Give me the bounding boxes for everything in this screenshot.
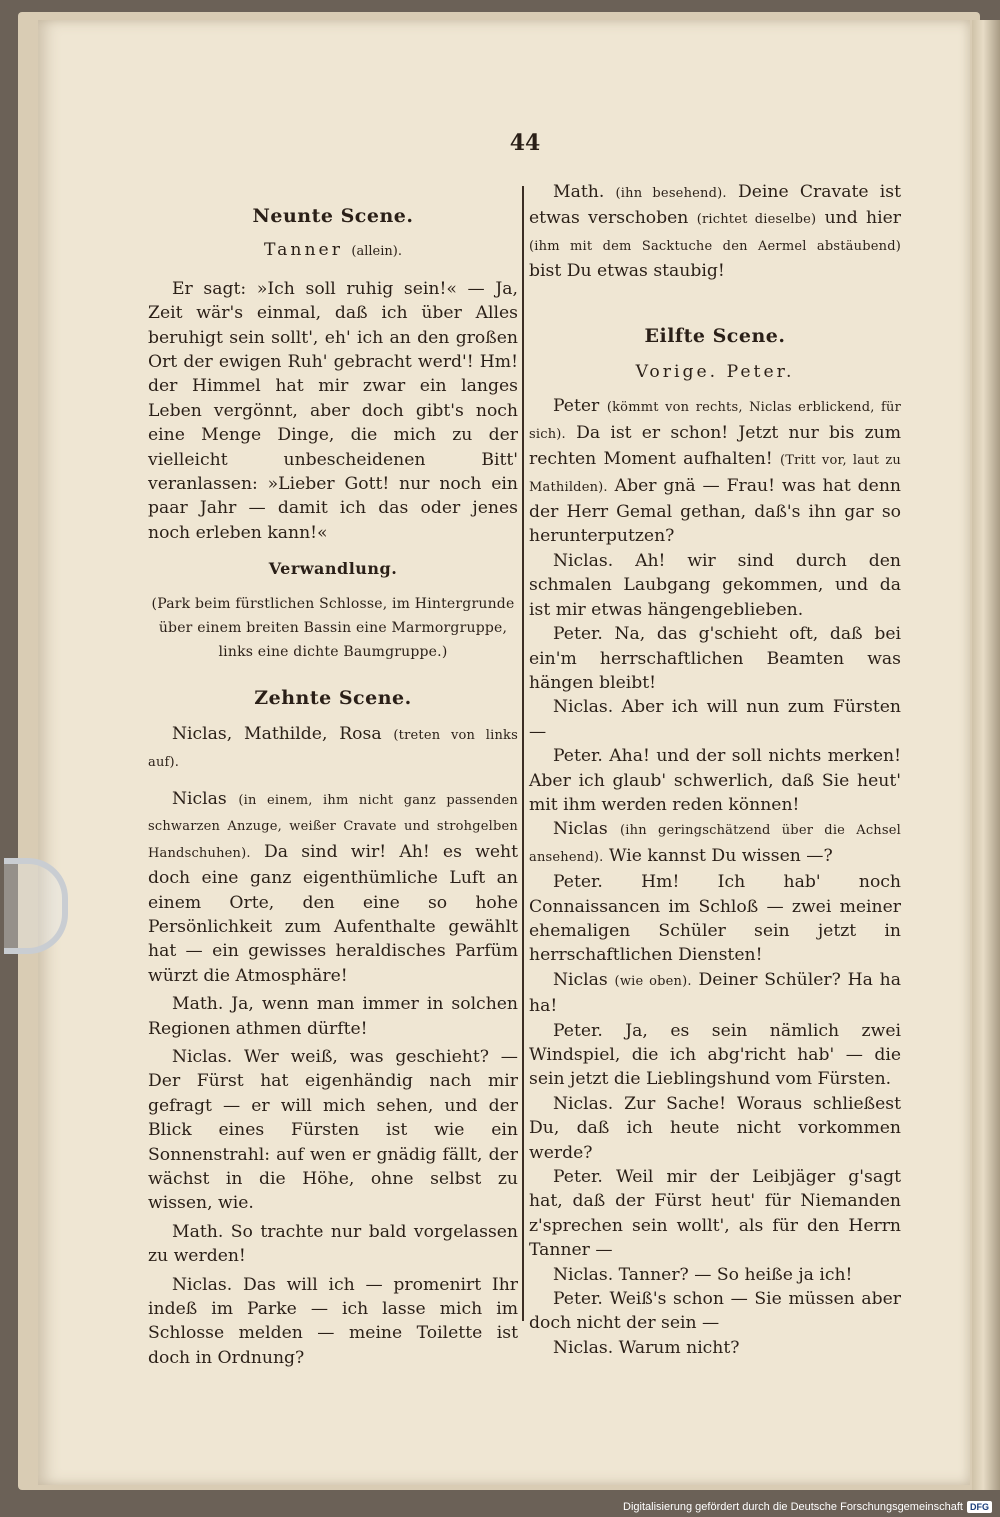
cast-names: Niclas, Mathilde, Rosa xyxy=(172,724,382,745)
speech: Deiner Schüler? Ha ha ha! xyxy=(529,969,901,1017)
speaker: Niclas xyxy=(553,969,608,990)
stage-direction: (Tritt vor, laut zu Mathilden). xyxy=(529,453,901,495)
speech: Wie kannst Du wissen —? xyxy=(608,845,833,866)
page-number: 44 xyxy=(509,130,541,156)
column-divider xyxy=(522,186,524,1321)
dialogue-line: Peter. Ja, es sein nämlich zwei Windspiel, die ich abg'richt hab' — die sein jetzt die Lieblingshund vom Fürsten. xyxy=(529,1020,901,1090)
dialogue-line xyxy=(529,968,901,1019)
scene-cast xyxy=(148,238,518,264)
dialogue-line: Niclas. Zur Sache! Woraus schließest Du, daß ich heute nicht vorkommen werde? xyxy=(529,1093,901,1163)
dialogue-line xyxy=(148,787,518,988)
stage-direction: (richtet dieselbe) xyxy=(696,212,817,228)
cast-names: Tanner xyxy=(264,240,343,261)
right-column xyxy=(529,180,901,1360)
dialogue-line: Niclas. Tanner? — So heiße ja ich! xyxy=(553,1264,853,1285)
scene-heading: Eilfte Scene. xyxy=(644,324,786,347)
dialogue-line: Niclas. Wer weiß, was geschieht? — Der Fürst hat eigenhändig nach mir gefragt — er will mich sehen, und der Blick eines Fürsten ist wie ein Sonnenstrahl: auf wen er gnädig fällt, der wächst in die Höhe, ohne selbst zu wissen, wie. xyxy=(148,1046,518,1214)
stage-direction: (kömmt von rechts, Niclas erblickend, für sich). xyxy=(529,400,901,442)
speaker: Niclas xyxy=(172,788,227,809)
dialogue-line: Niclas. Ah! wir sind durch den schmalen Laubgang gekommen, und da ist mir etwas hängengeblieben. xyxy=(529,550,901,620)
dialogue-line xyxy=(529,817,901,870)
dialogue-line: Niclas. Aber ich will nun zum Fürsten — xyxy=(529,697,901,742)
speech: Da ist er schon! Jetzt nur bis zum rechten Moment aufhalten! xyxy=(529,422,901,470)
speech: bist Du etwas staubig! xyxy=(529,261,725,282)
dialogue-line xyxy=(529,180,901,284)
stage-direction: (ihn geringschätzend über die Achsel ansehend). xyxy=(529,823,901,865)
speech: Aber gnä — Frau! was hat denn der Herr Gemal gethan, daß's ihn gar so herunterputzen? xyxy=(529,475,901,547)
dialogue-line: Peter. Hm! Ich hab' noch Connaissancen im Schloß — zwei meiner ehemaligen Schüler sein jetzt in herrschaftlichen Diensten! xyxy=(529,872,901,966)
speaker: Niclas xyxy=(553,819,608,840)
dialogue-line: Peter. Aha! und der soll nichts merken! Aber ich glaub' schwerlich, daß Sie heut' mit ihm werden reden können! xyxy=(529,746,901,815)
credit-text: Digitalisierung gefördert durch die Deutsche Forschungsgemeinschaft xyxy=(623,1501,963,1513)
funding-credit xyxy=(623,1501,992,1513)
speech: Da sind wir! Ah! es weht doch eine ganz eigenthümliche Luft an einem Orte, den eine so hohe Persönlichkeit zum Aufenthalte gewählt hat — ein gewisses heraldisches Parfüm würzt die Atmosphäre! xyxy=(148,841,518,986)
dialogue-line: Peter. Weil mir der Leibjäger g'sagt hat, daß der Fürst heut' für Niemanden z'sprechen sein wollt', als für den Herrn Tanner — xyxy=(529,1167,901,1261)
stage-direction: (treten von links auf). xyxy=(148,728,518,770)
dialogue-line: Peter. Na, das g'schieht oft, daß bei ein'm herrschaftlichen Beamten was hängen bleibt! xyxy=(529,624,901,693)
stage-direction: (Park beim fürstlichen Schlosse, im Hintergrunde über einem breiten Bassin eine Marmorgruppe, links eine dichte Baumgruppe.) xyxy=(151,595,515,660)
paragraph: Er sagt: »Ich soll ruhig sein!« — Ja, Zeit wär's einmal, daß ich über Alles beruhigt sein sollt', eh' ich an den großen Ort der ewigen Ruh' gebracht werd'! Hm! der Himmel hat mir zwar ein langes Leben vergönnt, aber doch gibt's noch eine Menge Dinge, die mich zu der vielleicht unbescheidenen Bitt' veranlassen: »Lieber Gott! nur noch ein paar Jahr — damit ich das oder jenes noch erleben kann!« xyxy=(148,278,518,543)
dialogue-line: Niclas. Das will ich — promenirt Ihr indeß im Parke — ich lasse mich im Schlosse melden — meine Toilette ist doch in Ordnung? xyxy=(148,1274,518,1368)
stage-direction: (ihm mit dem Sacktuche den Aermel abstäubend) xyxy=(529,238,901,254)
stage-direction: (ihn besehend). xyxy=(615,186,727,201)
transformation-heading: Verwandlung. xyxy=(268,559,398,579)
scene-cast: Vorige. Peter. xyxy=(635,362,795,383)
dialogue-line xyxy=(529,394,901,548)
speaker: Math. xyxy=(553,182,605,202)
scene-cast xyxy=(148,722,518,775)
stage-direction: (in einem, ihm nicht ganz passenden schwarzen Anzuge, weißer Cravate und strohgelben Handschuhen). xyxy=(148,792,518,861)
dialogue-line: Niclas. Warum nicht? xyxy=(553,1337,740,1358)
scene-heading: Zehnte Scene. xyxy=(254,686,412,709)
book-spine xyxy=(972,20,1000,1490)
scene-heading: Neunte Scene. xyxy=(252,205,414,227)
left-column xyxy=(148,180,518,1370)
speech: Deine Cravate ist etwas verschoben xyxy=(529,182,901,229)
dfg-logo: DFG xyxy=(967,1501,992,1513)
paper-clip xyxy=(4,858,68,954)
speaker: Peter xyxy=(553,396,600,417)
stage-direction: (allein). xyxy=(351,244,402,260)
dialogue-line: Math. So trachte nur bald vorgelassen zu werden! xyxy=(148,1221,518,1267)
dialogue-line: Math. Ja, wenn man immer in solchen Regionen athmen dürfte! xyxy=(148,994,518,1039)
dialogue-line: Peter. Weiß's schon — Sie müssen aber doch nicht der sein — xyxy=(529,1289,901,1334)
stage-direction: (wie oben). xyxy=(614,973,692,989)
speech: und hier xyxy=(824,208,902,229)
